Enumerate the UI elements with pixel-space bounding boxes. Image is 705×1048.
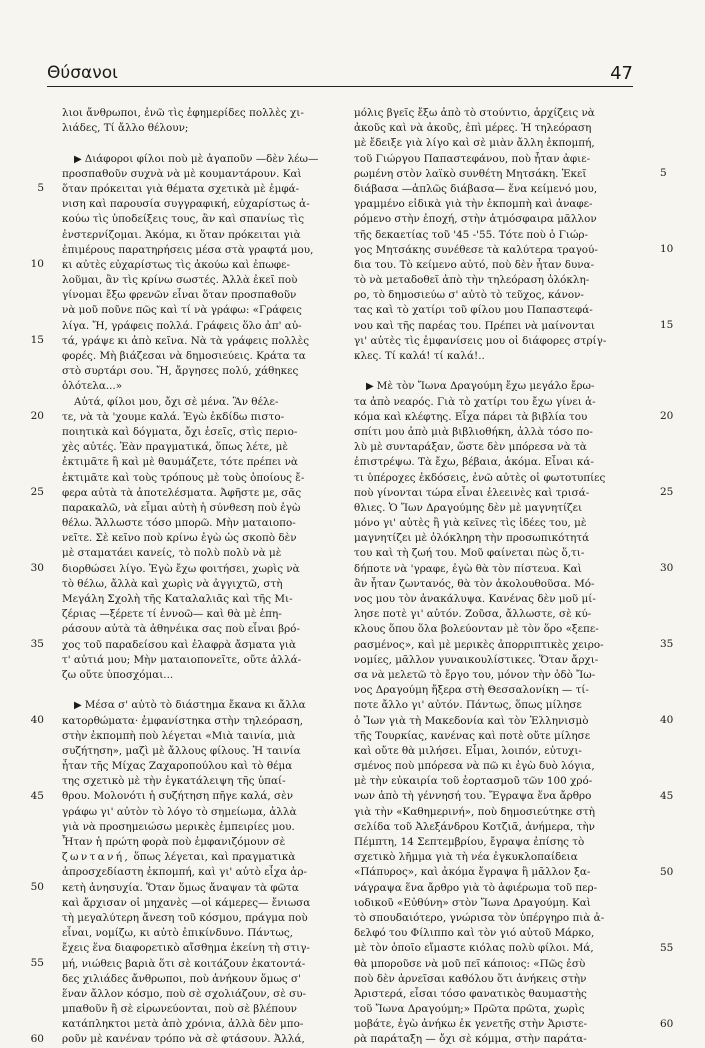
text-line: [62, 865, 337, 880]
text-line: [62, 319, 337, 334]
line-text: ὅταν πρόκειται γιὰ θέματα σχετικὰ μὲ ἐμφά-: [62, 182, 300, 195]
paragraph-marker-icon: ▶: [74, 700, 82, 712]
line-text: μπαθοῦν ἢ σὲ εἰρωνεύονται, ποὺ σὲ βλέπουν: [62, 1003, 297, 1016]
line-text: διορθώσει λίγο. Ἐγὼ ἔχω φοιτήσει, χωρὶς νὰ: [62, 562, 300, 575]
line-text: μὲ σταματάει κανείς, τὸ πολὺ πολὺ νὰ μὲ: [62, 547, 282, 560]
text-line: [62, 881, 337, 896]
line-text: τε, νὰ τὰ 'χουμε καλά. Ἐγὼ ἐκδίδω πιστο-: [62, 410, 285, 423]
line-text: Μεγάλη Σχολὴ τῆς Καταλαλιᾶς καὶ τῆς Μι-: [62, 593, 293, 605]
text-line: [354, 668, 629, 683]
text-line: [62, 926, 337, 941]
text-line: [354, 865, 629, 880]
text-line: [354, 714, 629, 729]
text-line: [62, 334, 337, 349]
line-text: διάβασα —ἁπλῶς διάβασα— ἕνα κείμενό μου,: [354, 182, 598, 195]
text-line: [354, 759, 629, 774]
text-line: [62, 1002, 337, 1017]
text-line: [354, 471, 629, 486]
text-line: [354, 683, 629, 698]
text-line: [354, 486, 629, 501]
line-text: θέλω. Ἄλλωστε τόσο μπορῶ. Μὴν ματαιοπο-: [62, 517, 296, 530]
line-text: Ἦταν ἡ πρώτη φορὰ ποὺ ἐμφανιζόμουν σὲ: [62, 836, 286, 848]
text-line: [354, 136, 629, 151]
text-line: [354, 516, 629, 531]
left-column: [62, 106, 337, 1048]
line-text: Μὲ τὸν Ἴωνα Δραγούμη ἔχω μεγάλο ἔρω-: [376, 380, 595, 393]
text-line: [62, 577, 337, 592]
line-text: τι ὑπέροχες ἐκδόσεις, ἐνῶ αὐτὲς οἱ φωτοτυπίες: [354, 471, 606, 484]
text-line: [354, 850, 629, 865]
text-line: [62, 805, 337, 820]
line-text: κλες. Τί καλά! τί καλά!..: [354, 350, 485, 362]
line-text: τοῦ Ἴωνα Δραγούμη;» Πρῶτα πρῶτα, χωρὶς: [354, 1003, 585, 1016]
text-line: [62, 896, 337, 911]
text-line: [354, 121, 629, 136]
text-line: [62, 395, 337, 410]
text-line: [354, 334, 629, 349]
line-text: δια του. Τὸ κείμενο αὐτό, ποὺ δὲν ἦταν δυνα-: [354, 258, 595, 271]
line-text: κατάπληκτοι μετὰ ἀπὸ χρόνια, ἀλλὰ δὲν μπο-: [62, 1018, 304, 1031]
line-text: νων ἀπὸ τὴ γέννησή του. Ἔγραψα ἕνα ἄρθρο: [354, 790, 592, 803]
line-number: 10: [660, 242, 674, 255]
line-text: ὁλότελα...»: [62, 380, 123, 393]
line-text: παρακαλῶ, νὰ εἶμαι αὐτὴ ἡ σύνθεση ποὺ ἐγὼ: [62, 501, 301, 514]
line-number: 20: [660, 410, 674, 422]
text-line: [354, 638, 629, 653]
text-line: [62, 516, 337, 531]
line-number: 15: [660, 318, 674, 331]
line-text: ροῦν μὲ κανέναν τρόπο νὰ σὲ φτάσουν. Ἀλλά,: [62, 1033, 305, 1046]
text-line: [62, 212, 337, 227]
text-line: [62, 562, 337, 577]
line-text: ζω οὔτε ὑποσχόμαι...: [62, 668, 174, 681]
text-line: [62, 121, 337, 136]
line-text: ποτε ἄλλο γι' αὐτόν. Πάντως, ὅπως μίλησε: [354, 699, 582, 712]
line-text: χὲς αὐτές. Ἐὰν πραγματικά, ὅπως λέτε, μὲ: [62, 441, 288, 454]
line-number: 25: [660, 486, 674, 498]
text-line: [354, 653, 629, 668]
line-text: νος Δραγούμη ἤξερα στὴ Θεσσαλονίκη — τί-: [354, 684, 589, 697]
line-text: τὸ σπουδαιότερο, γνώρισα τὸν ὑπέργηρο πιὰ ἀ-: [354, 911, 605, 924]
text-line: [62, 957, 337, 972]
line-text: θρου. Μολονότι ἡ συζήτηση πῆγε καλά, σὲν: [62, 790, 294, 803]
line-text: δελφό του Φίλιππο καὶ τὸν γιό αὐτοῦ Μάρκο,: [354, 927, 595, 940]
line-number: 50: [660, 866, 674, 878]
line-text: μή, νιώθεις βαριὰ ὅτι σὲ κοιτάζουν ἑκατοντά-: [62, 957, 306, 970]
paragraph-marker-icon: ▶: [74, 153, 82, 165]
line-text: λιοι ἄνθρωποι, ἐνῶ τὶς ἐφημερίδες πολλὲς χι-: [62, 107, 304, 119]
text-line: [62, 273, 337, 288]
text-line: [62, 911, 337, 926]
line-text: τὴ μεγαλύτερη ἄνεση τοῦ κόσμου, πράγμα ποὺ: [62, 911, 308, 924]
text-line: [354, 182, 629, 197]
text-line: [62, 471, 337, 486]
text-line: [62, 410, 337, 425]
text-line: [354, 592, 629, 607]
text-line: [62, 349, 337, 364]
paragraph-gap: [354, 364, 629, 379]
line-number: 55: [30, 957, 44, 970]
text-line: [62, 501, 337, 516]
line-number: 40: [30, 714, 44, 726]
line-text: ἐκτιμᾶτε καὶ τοὺς τρόπους μὲ τοὺς ὁποίους ἔ-: [62, 471, 305, 484]
line-text: γραμμένο εἰδικὰ γιὰ τὴν ἐκπομπὴ καὶ ἀναφε-: [354, 198, 593, 211]
line-text: ρωμένη στὸν λαϊκὸ συνθέτη Μητσάκη. Ἐκεῖ: [354, 167, 587, 180]
text-line: [354, 926, 629, 941]
text-line: [62, 425, 337, 440]
paragraph-gap: [62, 136, 337, 151]
text-line: [354, 410, 629, 425]
line-text: κετὴ ἀνησυχία. Ὅταν ὅμως ἄναψαν τὰ φῶτα: [62, 881, 299, 894]
text-line: [62, 303, 337, 318]
right-column: [354, 106, 629, 1048]
text-line: [354, 501, 629, 516]
line-text: λησε ποτὲ γι' αὐτόν. Ζοῦσα, ἄλλωστε, σὲ κύ-: [354, 608, 592, 621]
text-line: [354, 911, 629, 926]
line-text: ἀπροσχεδίαστη ἐκπομπή, καὶ γι' αὐτὸ εἶχα ἀρ-: [62, 866, 307, 879]
text-line: [354, 379, 629, 394]
text-line: [62, 546, 337, 561]
line-text: μαγνητίζει μὲ ὁλόκληρη τὴν προσωπικότητά: [354, 532, 590, 545]
text-line: [354, 896, 629, 911]
text-line: [354, 212, 629, 227]
line-text: γος Μητσάκης συνέθεσε τὰ καλύτερα τραγού-: [354, 243, 598, 256]
page-number: 47: [610, 63, 633, 84]
text-line: [62, 258, 337, 273]
line-text: φορές. Μὴ βιάζεσαι νὰ δημοσιεύεις. Κράτα τα: [62, 350, 306, 362]
text-line: [62, 106, 337, 121]
text-line: [62, 714, 337, 729]
line-text: συζήτηση», μαζὶ μὲ ἄλλους φίλους. Ἡ ταινία: [62, 744, 301, 757]
line-text: ζωντανή, ὅπως λέγεται, καὶ πραγματικὰ: [62, 851, 296, 864]
line-text: ἂν ἦταν ζωντανός, θὰ τὸν ἀκολουθοῦσα. Μό-: [354, 577, 595, 590]
paragraph-marker-icon: ▶: [366, 381, 374, 393]
text-line: [354, 1017, 629, 1032]
line-text: μόλις βγεῖς ἔξω ἀπὸ τὸ στούντιο, ἀρχίζεις νὰ: [354, 107, 595, 119]
text-line: [354, 395, 629, 410]
text-line: [62, 759, 337, 774]
line-text: Μέσα σ' αὐτὸ τὸ διάστημα ἔκανα κι ἄλλα: [84, 699, 306, 712]
text-line: [62, 820, 337, 835]
text-line: [62, 698, 337, 713]
line-text: μοβάτε, ἐγὼ ἀνήκω ἐκ γενετῆς στὴν Ἀριστε-: [354, 1018, 588, 1031]
line-text: θλιες. Ὁ Ἴων Δραγούμης δὲν μὲ μαγνητίζει: [354, 501, 583, 514]
line-text: λὺ μὲ συνταράξαν, ὥστε δὲν μπόρεσα νὰ τὰ: [354, 441, 587, 454]
line-text: Πέμπτη, 14 Σεπτεμβρίου, ἔγραψα ἐπίσης τὸ: [354, 836, 585, 848]
line-number: 5: [660, 166, 667, 179]
line-text: καὶ οὔτε θὰ μιλήσει. Εἶμαι, λοιπόν, εὐτυχι-: [354, 744, 582, 757]
text-line: [354, 228, 629, 243]
text-line: [354, 607, 629, 622]
line-text: σμένος ποὺ μπόρεσα νὰ πῶ κι ἐγὼ δυὸ λόγια,: [354, 760, 595, 773]
line-text: νεῖτε. Σὲ κεῖνο ποὺ κρίνω ἐγὼ ὡς σκοπὸ δὲν: [62, 532, 297, 545]
line-text: κατορθώματα· ἐμφανίστηκα στὴν τηλεόραση,: [62, 714, 304, 727]
text-line: [62, 638, 337, 653]
text-line: [62, 1017, 337, 1032]
line-text: τα ἀπὸ νεαρός. Γιὰ τὸ χατίρι του ἔχω γίνει ἀ-: [354, 395, 596, 408]
line-text: λίγα. Ἤ, γράφεις πολλά. Γράφεις ὅλο ἀπ' αὐ-: [62, 319, 302, 332]
line-number: 35: [660, 638, 674, 650]
text-line: [62, 167, 337, 182]
text-line: [354, 1032, 629, 1047]
line-text: ιοδικοῦ «Εὐθύνη» στὸν Ἴωνα Δραγούμη. Καὶ: [354, 896, 591, 909]
line-text: ρασμένος», καὶ μὲ μερικὲς ἀπορριπτικὲς χειρο-: [354, 638, 604, 651]
text-line: [62, 592, 337, 607]
line-text: τὸ θέλω, ἄλλὰ καὶ χωρὶς νὰ ἀγγιχτῶ, στὴ: [62, 577, 283, 590]
line-text: ἀκοῦς καὶ νὰ ἀκοῦς, ἐπὶ μέρες. Ἡ τηλεόραση: [354, 122, 592, 135]
line-text: ποὺ γίνονται τώρα εἶναι ἐλεεινὲς καὶ τρισά-: [354, 486, 590, 499]
line-text: ποιητικὰ καὶ δόγματα, ὄχι ἐσεῖς, στὶς περιο-: [62, 425, 298, 438]
text-line: [354, 698, 629, 713]
line-number: 5: [37, 182, 44, 194]
line-text: σχετικὸ λῆμμα γιὰ τὴ νέα ἐγκυκλοπαίδεια: [354, 851, 578, 864]
line-text: ἕναν ἄλλον κόσμο, ποὺ σὲ σχολιάζουν, σὲ συ-: [62, 987, 307, 1000]
line-text: τῆς Τουρκίας, κανένας καὶ ποτὲ οὔτε μίλησε: [354, 729, 591, 742]
text-line: [354, 774, 629, 789]
text-line: [354, 106, 629, 121]
text-line: [354, 258, 629, 273]
line-text: ἦταν τῆς Μίχας Ζαχαροπούλου καὶ τὸ θέμα: [62, 760, 293, 773]
text-line: [62, 987, 337, 1002]
line-text: κλους ὅπου ὅλα βολεύονταν μὲ τὸν ὅρο «ξεπε-: [354, 623, 599, 636]
text-line: [62, 440, 337, 455]
text-line: [354, 1002, 629, 1017]
text-line: [62, 486, 337, 501]
line-text: τας καὶ τὸ χατίρι τοῦ φίλου μου Παπαστεφά-: [354, 304, 593, 317]
line-text: Διάφοροι φίλοι ποὺ μὲ ἀγαποῦν —δὲν λέω—: [84, 152, 319, 165]
line-text: ἔχεις ἕνα διαφορετικὸ αἴσθημα ἐκείνη τὴ στιγ-: [62, 942, 310, 955]
line-text: γιὰ τὴν «Καθημερινή», ποὺ δημοσιεύτηκε στὴ: [354, 805, 595, 818]
line-text: νάγραψα ἕνα ἄρθρο γιὰ τὸ ἀφιέρωμα τοῦ περ-: [354, 881, 598, 894]
text-line: [354, 319, 629, 334]
text-line: [62, 729, 337, 744]
text-line: [354, 820, 629, 835]
line-text: κόμα καὶ κλέφτης. Εἶχα πάρει τὰ βιβλία του: [354, 410, 588, 423]
running-title: Θύσανοι: [47, 63, 118, 83]
line-text: ρο, τὸ δημοσιεύω σ' αὐτὸ τὸ τεῦχος, κάνον-: [354, 289, 584, 302]
line-text: κούω τὶς ὑποδείξεις τους, ἂν καὶ σπανίως τὶς: [62, 213, 305, 226]
text-line: [62, 379, 337, 394]
text-line: [354, 805, 629, 820]
text-line: [354, 546, 629, 561]
text-line: [62, 182, 337, 197]
line-text: νὰ μοῦ ποῦνε πῶς καὶ τί νὰ γράφω: «Γράφεις: [62, 304, 302, 317]
line-text: ἐκτιμᾶτε ἢ καὶ μὲ θαυμάζετε, τότε πρέπει νὰ: [62, 456, 298, 469]
line-text: τ' αὐτιά μου; Μὴν ματαιοπονεῖτε, οὔτε ἀλλά-: [62, 653, 302, 666]
text-line: [354, 562, 629, 577]
line-text: γράφω γι' αὐτὸν τὸ λόγο τὸ σημείωμα, ἀλλὰ: [62, 805, 297, 818]
line-number: 15: [30, 334, 44, 346]
line-text: μόνο γι' αὐτὲς ἢ γιὰ κεῖνες τὶς ἰδέες του, μὲ: [354, 517, 587, 530]
text-line: [62, 835, 337, 850]
line-text: ράσουν αὐτὰ τὰ ἀθηνέικα σας ποὺ εἶναι βρό-: [62, 623, 300, 636]
text-line: [62, 531, 337, 546]
line-text: τοῦ Γιώργου Παπαστεφάνου, ποὺ ἦταν ἀφιε-: [354, 152, 591, 165]
line-text: νος μου τὸν ἀνακάλυψα. Κανένας δὲν μοῦ μί-: [354, 593, 596, 605]
text-line: [354, 152, 629, 167]
text-line: [354, 531, 629, 546]
line-text: τῆς δεκαετίας τοῦ '45 -'55. Τότε ποὺ ὁ Γιώρ-: [354, 228, 589, 241]
text-line: [62, 152, 337, 167]
line-text: φερα αὐτὰ τὰ ἀποτελέσματα. Ἀφῆστε με, σᾶς: [62, 486, 302, 499]
text-line: [354, 303, 629, 318]
text-line: [62, 288, 337, 303]
text-line: [62, 1032, 337, 1047]
line-text: ποὺ δὲν ἀρνεῖσαι καθόλου ὅτι ἀνήκεις στὴν: [354, 972, 587, 985]
text-line: [62, 789, 337, 804]
line-text: λοῦμαι, ἂν τὶς κρίνω σωστές. Ἀλλὰ ἐκεῖ ποὺ: [62, 274, 298, 287]
text-line: [354, 288, 629, 303]
text-line: [354, 987, 629, 1002]
text-line: [354, 881, 629, 896]
line-text: στὴν ἐκπομπὴ ποὺ λέγεται «Μιὰ ταινία, μιὰ: [62, 729, 296, 742]
line-number: 25: [30, 486, 44, 498]
text-line: [354, 577, 629, 592]
line-text: τά, γράψε κι ἀπὸ κεῖνα. Νὰ τὰ γράφεις πολλὲς: [62, 334, 310, 347]
line-text: του καὶ τὴ ζωή του. Μοῦ φαίνεται πὼς ὅ,τι-: [354, 547, 585, 560]
line-number: 45: [660, 790, 674, 802]
text-line: [354, 440, 629, 455]
line-number: 40: [660, 714, 674, 726]
line-text: νου καὶ τῆς παρέας του. Πρέπει νὰ μαίνονται: [354, 319, 595, 332]
text-line: [62, 774, 337, 789]
text-line: [62, 197, 337, 212]
line-number: 35: [30, 638, 44, 650]
line-text: γιὰ νὰ προσημειώσω μερικὲς ἐμπειρίες μου.: [62, 820, 295, 833]
text-line: [354, 941, 629, 956]
line-text: σα νὰ μελετῶ τὸ ἔργο του, μόνον τὴν ὁδὸ Ἴω-: [354, 668, 596, 681]
line-number: 10: [30, 258, 44, 270]
text-line: [62, 622, 337, 637]
text-line: [354, 243, 629, 258]
line-text: λιάδες, Τί ἄλλο θέλουν;: [62, 122, 189, 135]
text-line: [354, 622, 629, 637]
line-text: «Πάπυρος», καὶ ἀκόμα ἔγραψα ἢ μᾶλλον ξα-: [354, 866, 591, 879]
line-number: 55: [660, 942, 674, 954]
text-line: [354, 349, 629, 364]
line-text: προσπαθοῦν συχνὰ νὰ μὲ κουμαντάρουν. Καὶ: [62, 167, 302, 180]
text-line: [62, 653, 337, 668]
line-text: Αὐτά, φίλοι μου, ὄχι σὲ μένα. Ἂν θέλε-: [74, 395, 279, 408]
text-line: [354, 789, 629, 804]
text-line: [354, 455, 629, 470]
line-text: ζέριας —ξέρετε τί ἐννοῶ— καὶ θὰ μὲ ἐπη-: [62, 608, 282, 621]
text-line: [354, 835, 629, 850]
text-line: [62, 228, 337, 243]
line-text: μὲ ἔδειξε γιὰ λίγο καὶ σὲ μιὰν ἄλλη ἐκπομπή,: [354, 137, 595, 150]
line-text: κι αὐτὲς εὐχαρίστως τὶς ἀκούω καὶ ἐπωφε-: [62, 258, 291, 271]
line-text: δες χιλιάδες ἄνθρωποι, ποὺ ἀνήκουν ὅμως σ': [62, 972, 302, 985]
line-text: νιση καὶ παρουσία συγγραφική, εὐχαρίστως ἀ-: [62, 198, 310, 211]
text-line: [62, 850, 337, 865]
line-text: καὶ ἄρχισαν οἱ μηχανὲς —οἱ κάμερες— ἔνιωσα: [62, 896, 311, 909]
line-text: ρόμενο στὴν ἐποχή, στὴν ἀτμόσφαιρα μᾶλλον: [354, 213, 597, 226]
text-line: [62, 607, 337, 622]
line-text: γι' αὐτὲς τὶς ἐμφανίσεις μου οἱ διάφορες στρίγ-: [354, 334, 607, 347]
text-line: [62, 243, 337, 258]
line-number: 50: [30, 881, 44, 894]
line-number: 20: [30, 410, 44, 422]
text-line: [354, 273, 629, 288]
running-header: [47, 58, 633, 87]
line-number: 30: [30, 562, 44, 574]
text-line: [354, 425, 629, 440]
text-line: [354, 167, 629, 182]
line-text: ἐνστερνίζομαι. Ἀκόμα, κι ὅταν πρόκειται γιὰ: [62, 228, 301, 241]
text-line: [62, 455, 337, 470]
line-number: 30: [660, 562, 674, 574]
line-text: ρὰ παράταξη — ὄχι σὲ κόμμα, στὴν παράτα-: [354, 1033, 587, 1046]
line-number: 45: [30, 790, 44, 802]
line-text: εἶναι, νομίζω, κι αὐτὸ ἐπικίνδυνο. Πάντως,: [62, 927, 293, 940]
line-text: θὰ μποροῦσε νὰ μοῦ πεῖ κάποιος: «Πῶς ἐσὺ: [354, 957, 586, 970]
line-text: δήποτε νὰ 'γραφε, ἐγὼ θὰ τὸν πίστευα. Καὶ: [354, 562, 582, 575]
text-line: [354, 729, 629, 744]
text-line: [354, 197, 629, 212]
text-line: [62, 668, 337, 683]
line-text: μὲ τὸν ὁποῖο εἴμαστε κιόλας πολὺ φίλοι. Μά,: [354, 942, 594, 955]
text-line: [62, 941, 337, 956]
text-line: [62, 744, 337, 759]
line-text: στὸ συρτάρι σου. Ἤ, ἄργησες πολύ, χάθηκες: [62, 365, 299, 378]
line-text: σελίδα τοῦ Ἀλεξάνδρου Κοτζιᾶ, ἀνήμερα, τὴν: [354, 820, 595, 833]
line-text: χος τοῦ παραδείσου καὶ ἐλαφρὰ ἄσματα γιὰ: [62, 638, 296, 651]
line-number: 60: [660, 1018, 674, 1030]
line-text: ὁ Ἴων γιὰ τὴ Μακεδονία καὶ τὸν Ἑλληνισμὸ: [354, 714, 589, 727]
paragraph-gap: [62, 683, 337, 698]
text-line: [62, 364, 337, 379]
text-line: [354, 744, 629, 759]
line-text: γίνομαι ἔξω φρενῶν εἶναι ὅταν προσπαθοῦν: [62, 289, 297, 302]
line-text: νομίες, μᾶλλον γυναικουλίστικες. Ὅταν ἄρχι-: [354, 653, 599, 666]
line-number: 60: [30, 1033, 44, 1046]
line-text: Ἀριστερά, εἶσαι τόσο φανατικὸς θαυμαστὴς: [354, 987, 587, 1000]
text-line: [354, 972, 629, 987]
line-text: τὸ νὰ μεταδοθεῖ ἀπὸ τὴν τηλεόραση ὁλόκλη-: [354, 274, 590, 287]
line-text: ἐπιστρέψω. Τὰ ἔχω, βέβαια, ἀκόμα. Εἶναι κά-: [354, 456, 594, 469]
line-text: μὲ τὴν εὐκαιρία τοῦ ἑορτασμοῦ τῶν 100 χρό-: [354, 775, 593, 788]
text-line: [62, 972, 337, 987]
line-text: σπίτι μου ἀπὸ μιὰ βιβλιοθήκη, ἀλλὰ τόσο πο-: [354, 425, 593, 438]
line-text: της σχετικὸ μὲ τὴν ἐγκατάλειψη τῆς ὑπαί-: [62, 775, 286, 788]
line-text: ἐπιμέρους παρατηρήσεις μέσα στὰ γραφτά μου,: [62, 243, 314, 256]
text-line: [354, 957, 629, 972]
